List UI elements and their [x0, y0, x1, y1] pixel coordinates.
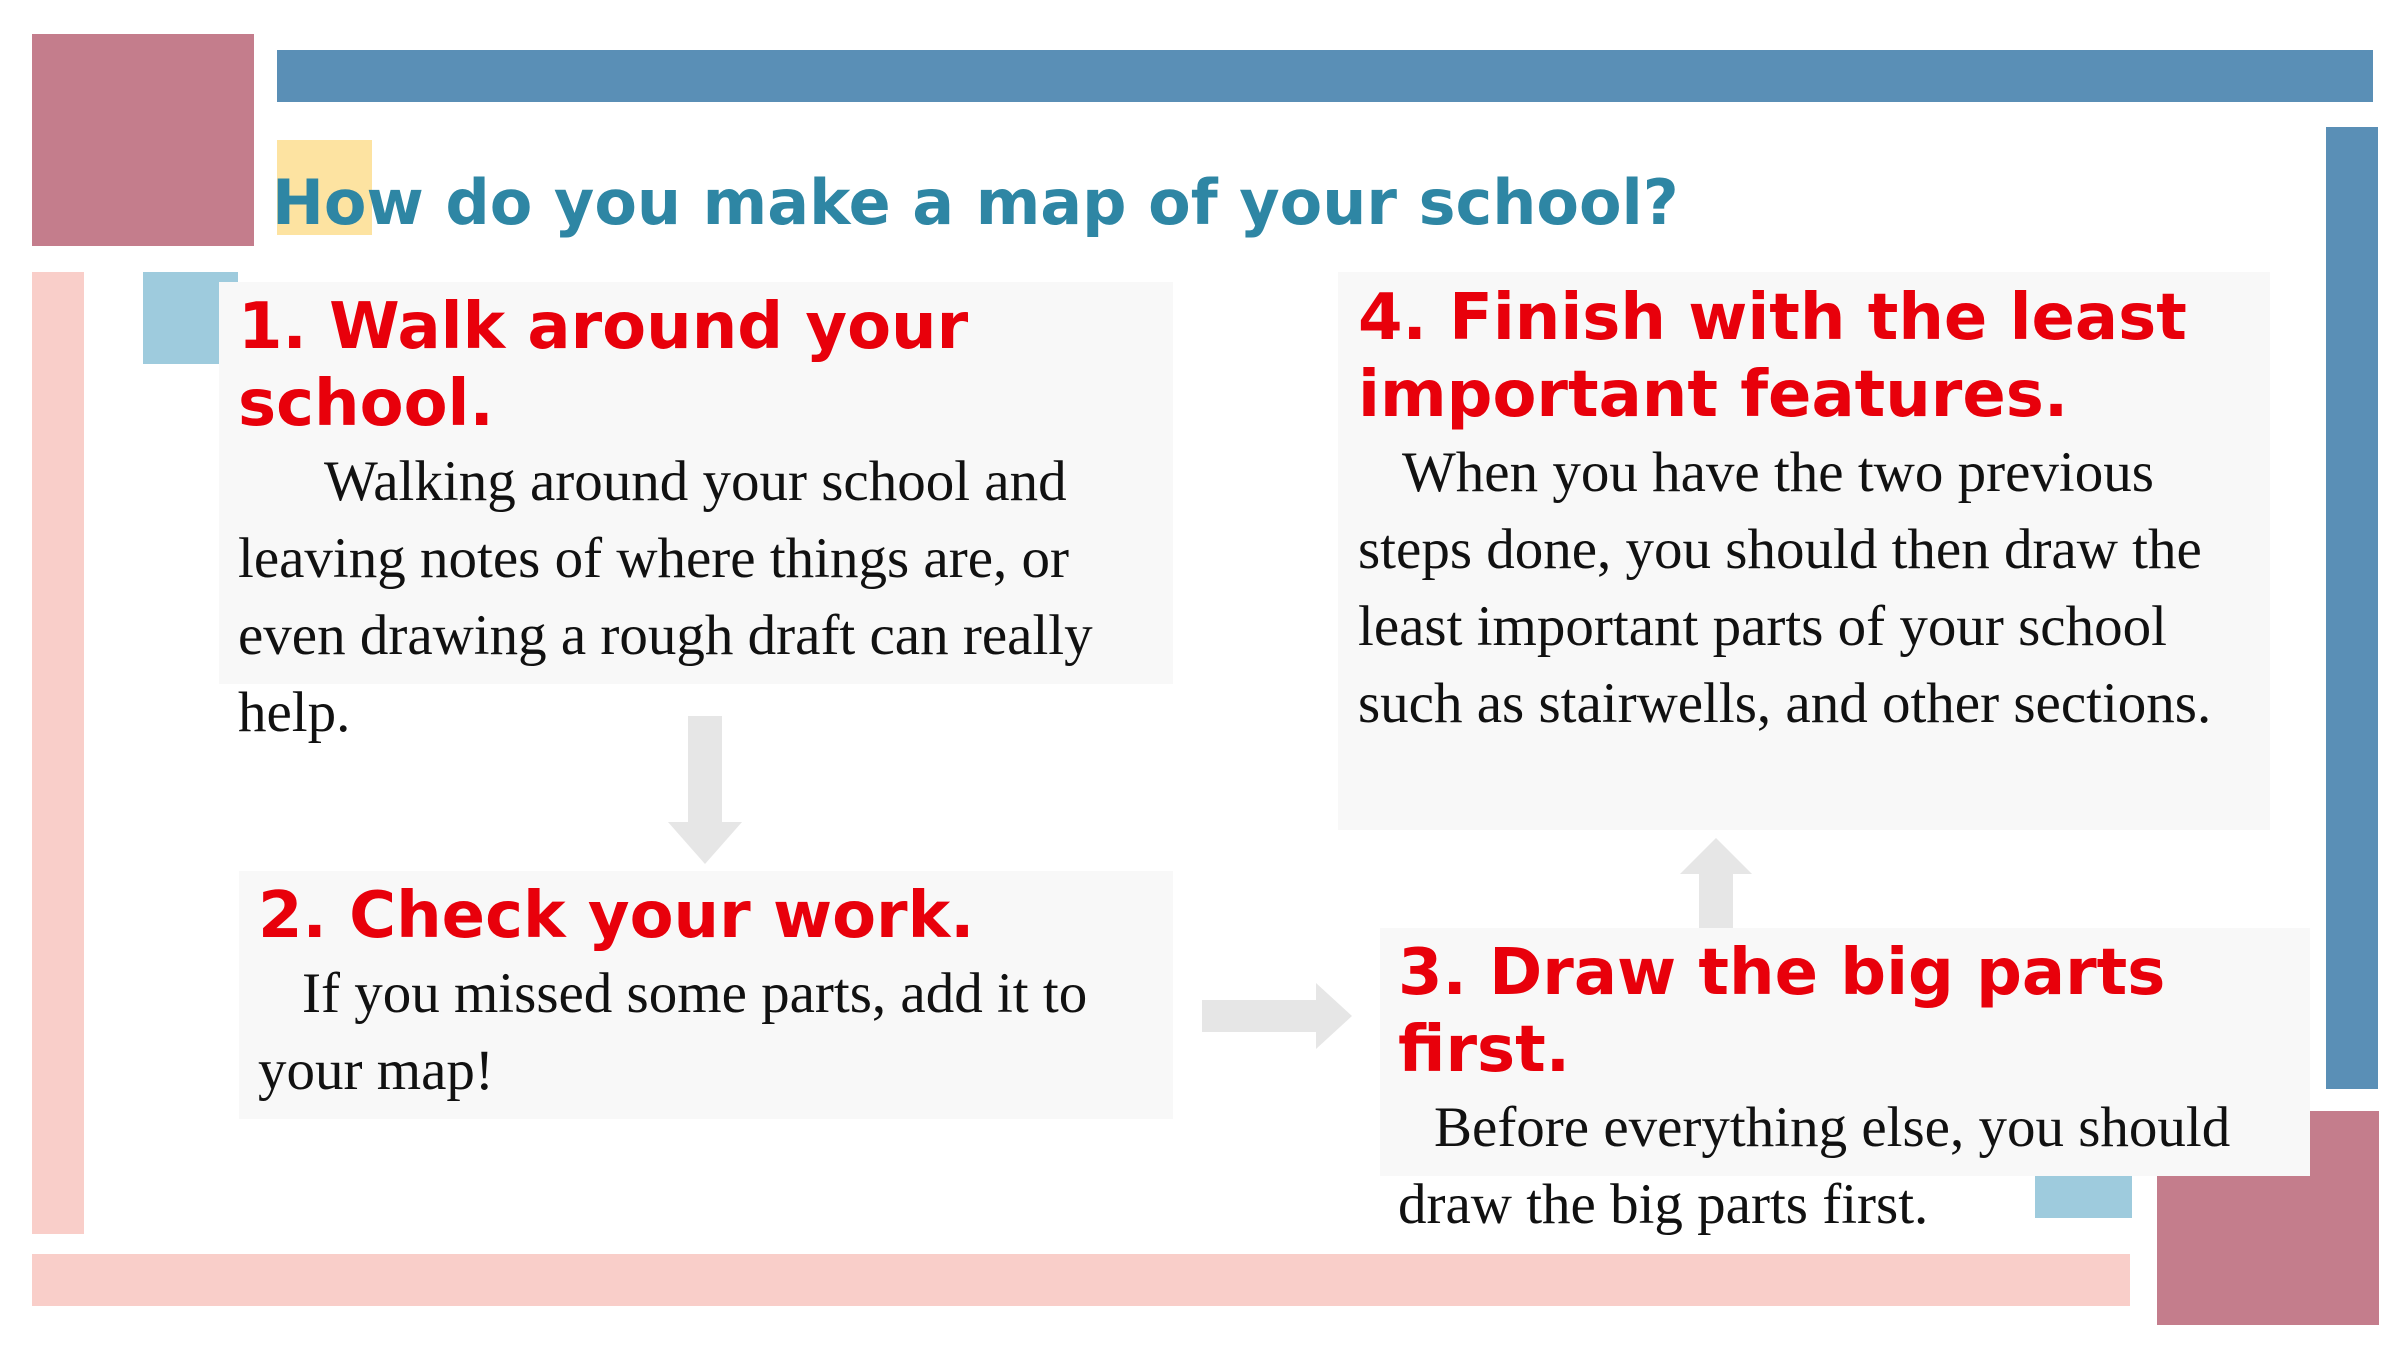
- blue-bar-top: [277, 50, 2373, 102]
- step-3-body: Before everything else, you should draw the big parts first.: [1398, 1096, 2231, 1236]
- step-4: [1358, 280, 2258, 742]
- step-4-heading: 4. Finish with the least important features.: [1358, 281, 2187, 432]
- arrow-right-icon: [1202, 983, 1352, 1049]
- slide-title: How do you make a map of your school?: [272, 166, 1679, 239]
- arrow-up-icon: [1680, 838, 1752, 928]
- arrow-down-icon: [668, 716, 742, 864]
- step-1: [238, 289, 1158, 751]
- blue-bar-right: [2326, 127, 2378, 1089]
- rose-square-top-left: [32, 34, 254, 246]
- step-3: [1398, 935, 2298, 1243]
- step-1-heading: 1. Walk around your school.: [238, 290, 969, 441]
- step-2: [258, 878, 1158, 1109]
- step-4-body: When you have the two previous steps done, you should then draw the least important parts of your school such as stairwells, and other sections.: [1358, 441, 2212, 735]
- step-1-body: Walking around your school and leaving notes of where things are, or even drawing a rough draft can really help.: [238, 450, 1093, 744]
- pink-bar-left: [32, 272, 84, 1234]
- step-3-heading: 3. Draw the big parts first.: [1398, 936, 2166, 1087]
- pink-bar-bottom: [32, 1254, 2130, 1306]
- step-2-heading: 2. Check your work.: [258, 879, 975, 953]
- step-2-body: If you missed some parts, add it to your map!: [258, 962, 1088, 1102]
